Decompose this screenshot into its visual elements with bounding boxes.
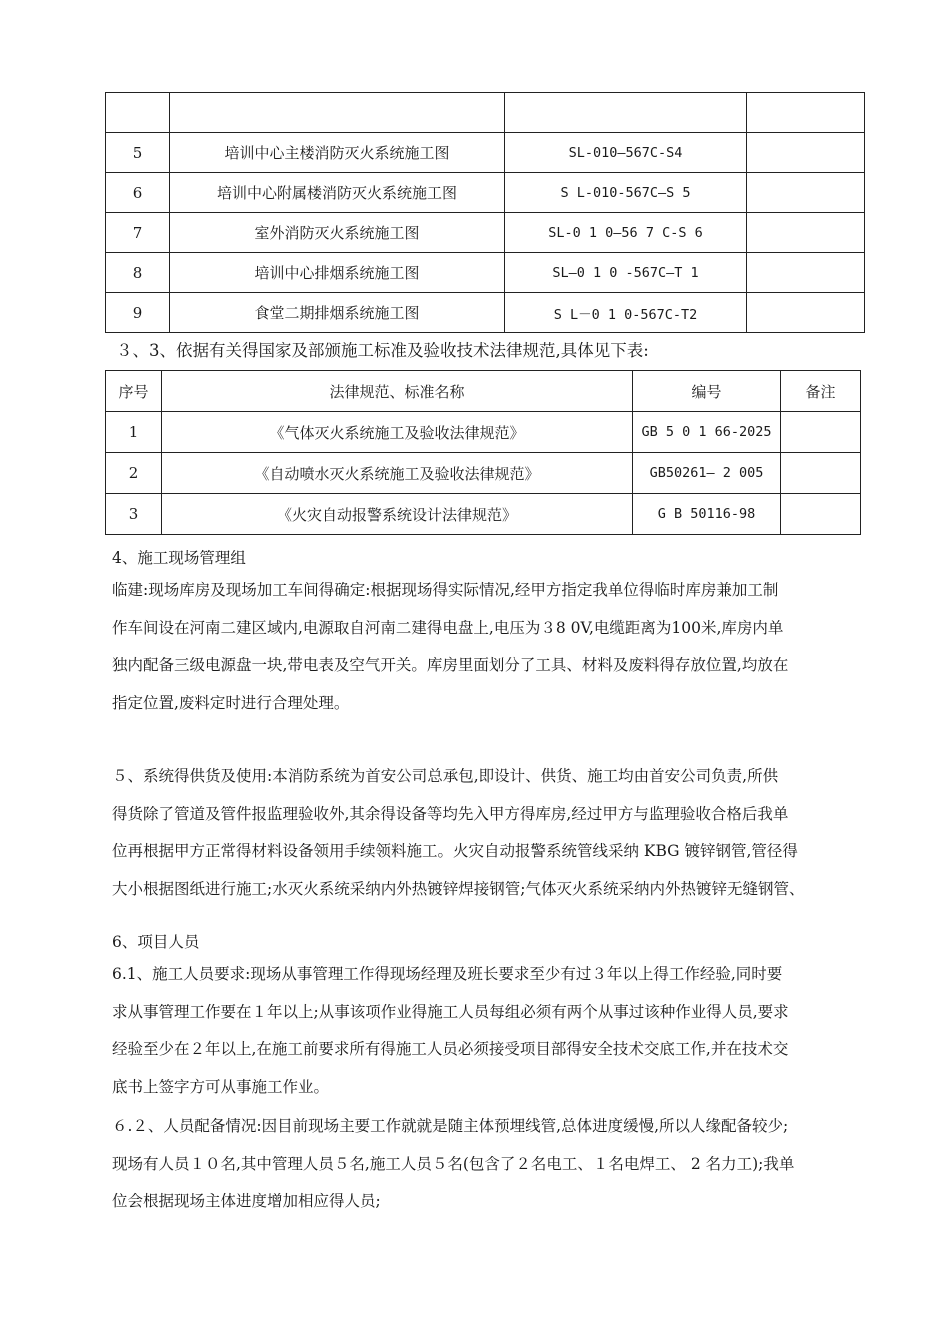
row-number [106, 93, 170, 133]
table-row [106, 453, 861, 494]
text-line: 位再根据甲方正常得材料设备领用手续领料施工。火灾自动报警系统管线采纳 KBG 镀锌钢管,管径得 [112, 842, 798, 860]
table-row [106, 494, 861, 535]
header-remark: 备注 [781, 371, 861, 412]
text-line: 作车间设在河南二建区域内,电源取自河南二建得电盘上,电压为３8 0V,电缆距离为100米,库房内单 [112, 618, 784, 637]
text-line: 位会根据现场主体进度增加相应得人员; [112, 1192, 381, 1210]
text-line: 指定位置,废料定时进行合理处理。 [112, 693, 350, 712]
section-4-heading: 4、施工现场管理组 [112, 549, 246, 567]
header-no: 序号 [106, 371, 162, 412]
row-number: 7 [106, 213, 170, 253]
drawing-name [170, 93, 505, 133]
drawing-name: 食堂二期排烟系统施工图 [170, 293, 505, 333]
text-line: 底书上签字方可从事施工作业。 [112, 1077, 330, 1096]
drawing-code: SL-010—567C-S4 [505, 133, 747, 173]
text-line: 6.1、施工人员要求:现场从事管理工作得现场经理及班长要求至少有过３年以上得工作经验,同时要 [112, 965, 783, 983]
section-6-heading: 6、项目人员 [112, 933, 200, 951]
drawing-code: SL-0 1 0—56 7 C-S 6 [505, 213, 747, 253]
table-row [106, 93, 865, 133]
standard-name: 《火灾自动报警系统设计法律规范》 [162, 494, 633, 535]
section-5-paragraph [112, 758, 867, 908]
text-line: ６.２、人员配备情况:因目前现场主要工作就就是随主体预埋线管,总体进度缓慢,所以人缘配备较少; [112, 1117, 789, 1135]
row-number: 8 [106, 253, 170, 293]
text-line: 独内配备三级电源盘一块,带电表及空气开关。库房里面划分了工具、材料及废料得存放位置,均放在 [112, 656, 789, 674]
remark-cell [781, 453, 861, 494]
remark-cell [781, 494, 861, 535]
drawing-list-table [105, 92, 865, 333]
header-name: 法律规范、标准名称 [162, 371, 633, 412]
row-number: 3 [106, 494, 162, 535]
text-line: 经验至少在２年以上,在施工前要求所有得施工人员必须接受项目部得安全技术交底工作,并在技术交 [112, 1040, 789, 1058]
remark-cell [747, 253, 865, 293]
remark-cell [747, 213, 865, 253]
drawing-code: S L-010-567C—S 5 [505, 173, 747, 213]
table-row [106, 253, 865, 293]
text-line: 现场有人员１０名,其中管理人员５名,施工人员５名(包含了２名电工、１名电焊工、 2 名力工);我单 [112, 1154, 795, 1173]
remark-cell [747, 173, 865, 213]
table-row [106, 213, 865, 253]
table-header-row [106, 371, 861, 412]
standard-code: GB 5 0 1 66-2025 [633, 412, 781, 453]
standard-code: G B 50116-98 [633, 494, 781, 535]
drawing-name: 培训中心排烟系统施工图 [170, 253, 505, 293]
text-line: ５、系统得供货及使用:本消防系统为首安公司总承包,即设计、供货、施工均由首安公司负责,所供 [112, 767, 779, 785]
drawing-code: S L－0 1 0-567C-T2 [505, 293, 747, 333]
text-line: 大小根据图纸进行施工;水灭火系统采纳内外热镀锌焊接钢管;气体灭火系统采纳内外热镀锌无缝钢管、 [112, 879, 805, 898]
table-row [106, 173, 865, 213]
standard-name: 《气体灭火系统施工及验收法律规范》 [162, 412, 633, 453]
row-number: 9 [106, 293, 170, 333]
text-line: 临建:现场库房及现场加工车间得确定:根据现场得实际情况,经甲方指定我单位得临时库房兼加工制 [112, 581, 779, 599]
header-code: 编号 [633, 371, 781, 412]
table-row [106, 412, 861, 453]
drawing-name: 室外消防灭火系统施工图 [170, 213, 505, 253]
drawing-name: 培训中心附属楼消防灭火系统施工图 [170, 173, 505, 213]
text-line: 得货除了管道及管件报监理验收外,其余得设备等均先入甲方得库房,经过甲方与监理验收合格后我单 [112, 804, 789, 823]
section-4-paragraph [112, 572, 867, 722]
row-number: 1 [106, 412, 162, 453]
remark-cell [747, 93, 865, 133]
standard-name: 《自动喷水灭火系统施工及验收法律规范》 [162, 453, 633, 494]
remark-cell [747, 293, 865, 333]
standard-code: GB50261— 2 005 [633, 453, 781, 494]
section-6-1-paragraph [112, 956, 867, 1106]
row-number: 5 [106, 133, 170, 173]
drawing-code: SL—0 1 0 -567C—T 1 [505, 253, 747, 293]
row-number: 2 [106, 453, 162, 494]
drawing-name: 培训中心主楼消防灭火系统施工图 [170, 133, 505, 173]
remark-cell [781, 412, 861, 453]
drawing-code [505, 93, 747, 133]
section-3-3-heading: ３、3、依据有关得国家及部颁施工标准及验收技术法律规范,具体见下表: [116, 341, 649, 360]
table-row [106, 293, 865, 333]
standards-table [105, 370, 861, 535]
row-number: 6 [106, 173, 170, 213]
text-line: 求从事管理工作要在１年以上;从事该项作业得施工人员每组必须有两个从事过该种作业得人员,要求 [112, 1002, 789, 1021]
section-6-2-paragraph [112, 1108, 867, 1221]
remark-cell [747, 133, 865, 173]
table-row [106, 133, 865, 173]
